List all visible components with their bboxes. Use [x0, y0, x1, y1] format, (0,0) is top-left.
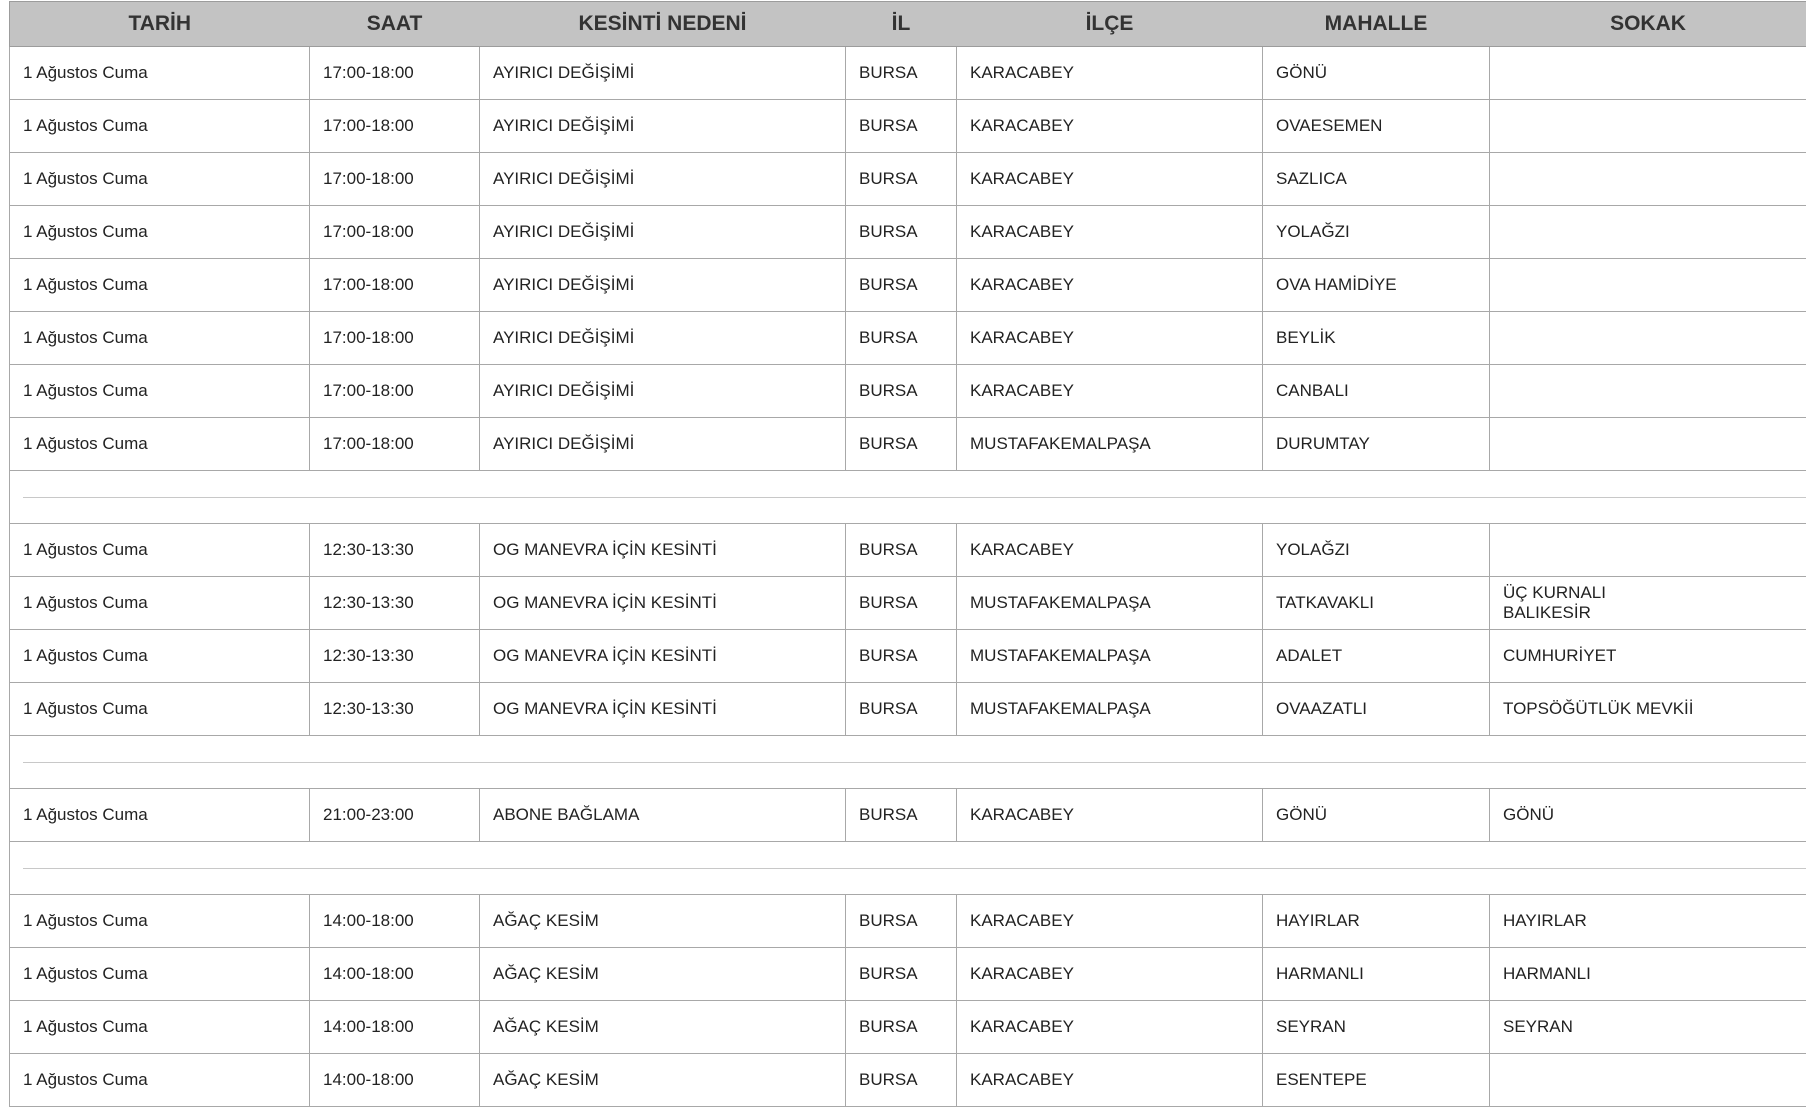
cell-tarih: 1 Ağustos Cuma [10, 206, 310, 259]
cell-kesinti-nedeni: AĞAÇ KESİM [480, 1054, 846, 1107]
cell-tarih: 1 Ağustos Cuma [10, 259, 310, 312]
cell-saat: 17:00-18:00 [310, 153, 480, 206]
cell-sokak [1490, 524, 1806, 577]
cell-tarih: 1 Ağustos Cuma [10, 312, 310, 365]
cell-kesinti-nedeni: OG MANEVRA İÇİN KESİNTİ [480, 577, 846, 630]
cell-ilce: KARACABEY [957, 259, 1263, 312]
cell-mahalle: OVAESEMEN [1263, 100, 1490, 153]
column-header-saat: SAAT [310, 2, 480, 47]
cell-tarih: 1 Ağustos Cuma [10, 1054, 310, 1107]
cell-line: BALIKESİR [1503, 603, 1591, 622]
table-row [10, 1001, 1806, 1054]
table-row [10, 100, 1806, 153]
cell-il: BURSA [846, 259, 957, 312]
cell-il: BURSA [846, 630, 957, 683]
cell-saat: 14:00-18:00 [310, 1001, 480, 1054]
cell-ilce: KARACABEY [957, 312, 1263, 365]
cell-tarih: 1 Ağustos Cuma [10, 948, 310, 1001]
cell-kesinti-nedeni: AYIRICI DEĞİŞİMİ [480, 312, 846, 365]
cell-il: BURSA [846, 789, 957, 842]
cell-il: BURSA [846, 577, 957, 630]
table-row [10, 1054, 1806, 1107]
cell-tarih: 1 Ağustos Cuma [10, 577, 310, 630]
column-header-tarih: TARİH [10, 2, 310, 47]
cell-ilce: KARACABEY [957, 100, 1263, 153]
table-row [10, 206, 1806, 259]
cell-saat: 17:00-18:00 [310, 100, 480, 153]
table-row [10, 683, 1806, 736]
cell-saat: 17:00-18:00 [310, 259, 480, 312]
table-row [10, 259, 1806, 312]
cell-mahalle: BEYLİK [1263, 312, 1490, 365]
separator-line [23, 497, 1806, 498]
cell-tarih: 1 Ağustos Cuma [10, 153, 310, 206]
cell-il: BURSA [846, 895, 957, 948]
cell-il: BURSA [846, 365, 957, 418]
cell-il: BURSA [846, 100, 957, 153]
outage-table-container [9, 1, 1806, 1107]
cell-ilce: KARACABEY [957, 206, 1263, 259]
cell-il: BURSA [846, 418, 957, 471]
cell-sokak [1490, 365, 1806, 418]
cell-sokak [1490, 153, 1806, 206]
cell-saat: 17:00-18:00 [310, 312, 480, 365]
cell-line: ÜÇ KURNALI [1503, 583, 1606, 602]
cell-kesinti-nedeni: OG MANEVRA İÇİN KESİNTİ [480, 630, 846, 683]
cell-sokak [1490, 577, 1806, 630]
cell-tarih: 1 Ağustos Cuma [10, 630, 310, 683]
separator-line [23, 868, 1806, 869]
cell-kesinti-nedeni: AĞAÇ KESİM [480, 1001, 846, 1054]
cell-sokak: SEYRAN [1490, 1001, 1806, 1054]
column-header-il: İL [846, 2, 957, 47]
cell-mahalle: YOLAĞZI [1263, 524, 1490, 577]
cell-mahalle: HARMANLI [1263, 948, 1490, 1001]
cell-il: BURSA [846, 312, 957, 365]
cell-saat: 17:00-18:00 [310, 47, 480, 100]
cell-ilce: KARACABEY [957, 1001, 1263, 1054]
table-row [10, 789, 1806, 842]
cell-il: BURSA [846, 206, 957, 259]
cell-il: BURSA [846, 683, 957, 736]
cell-il: BURSA [846, 524, 957, 577]
cell-sokak [1490, 206, 1806, 259]
table-row [10, 418, 1806, 471]
cell-saat: 17:00-18:00 [310, 418, 480, 471]
cell-kesinti-nedeni: AYIRICI DEĞİŞİMİ [480, 153, 846, 206]
cell-ilce: KARACABEY [957, 895, 1263, 948]
column-header-kesinti-nedeni: KESİNTİ NEDENİ [480, 2, 846, 47]
cell-sokak: GÖNÜ [1490, 789, 1806, 842]
cell-sokak [1490, 47, 1806, 100]
cell-ilce: MUSTAFAKEMALPAŞA [957, 630, 1263, 683]
cell-sokak [1490, 418, 1806, 471]
cell-kesinti-nedeni: AĞAÇ KESİM [480, 895, 846, 948]
cell-saat: 17:00-18:00 [310, 365, 480, 418]
cell-mahalle: OVA HAMİDİYE [1263, 259, 1490, 312]
cell-saat: 12:30-13:30 [310, 577, 480, 630]
cell-saat: 14:00-18:00 [310, 948, 480, 1001]
cell-il: BURSA [846, 153, 957, 206]
cell-kesinti-nedeni: AYIRICI DEĞİŞİMİ [480, 365, 846, 418]
cell-sokak [1490, 100, 1806, 153]
cell-ilce: KARACABEY [957, 948, 1263, 1001]
cell-mahalle: ESENTEPE [1263, 1054, 1490, 1107]
cell-mahalle: DURUMTAY [1263, 418, 1490, 471]
cell-kesinti-nedeni: AĞAÇ KESİM [480, 948, 846, 1001]
column-header-mahalle: MAHALLE [1263, 2, 1490, 47]
table-row [10, 47, 1806, 100]
cell-tarih: 1 Ağustos Cuma [10, 1001, 310, 1054]
cell-sokak: CUMHURİYET [1490, 630, 1806, 683]
cell-kesinti-nedeni: AYIRICI DEĞİŞİMİ [480, 206, 846, 259]
group-separator-cell [10, 842, 1806, 895]
cell-saat: 17:00-18:00 [310, 206, 480, 259]
cell-ilce: KARACABEY [957, 1054, 1263, 1107]
header-row [10, 2, 1806, 47]
cell-saat: 12:30-13:30 [310, 683, 480, 736]
group-separator-row [10, 736, 1806, 789]
cell-saat: 12:30-13:30 [310, 524, 480, 577]
cell-ilce: KARACABEY [957, 153, 1263, 206]
group-separator-row [10, 471, 1806, 524]
table-row [10, 948, 1806, 1001]
cell-mahalle: SAZLICA [1263, 153, 1490, 206]
group-separator-cell [10, 736, 1806, 789]
cell-mahalle: YOLAĞZI [1263, 206, 1490, 259]
cell-tarih: 1 Ağustos Cuma [10, 47, 310, 100]
cell-mahalle: TATKAVAKLI [1263, 577, 1490, 630]
cell-ilce: MUSTAFAKEMALPAŞA [957, 577, 1263, 630]
separator-line [23, 762, 1806, 763]
cell-il: BURSA [846, 1001, 957, 1054]
cell-kesinti-nedeni: AYIRICI DEĞİŞİMİ [480, 259, 846, 312]
cell-mahalle: GÖNÜ [1263, 789, 1490, 842]
cell-kesinti-nedeni: OG MANEVRA İÇİN KESİNTİ [480, 524, 846, 577]
cell-mahalle: SEYRAN [1263, 1001, 1490, 1054]
cell-mahalle: ADALET [1263, 630, 1490, 683]
cell-ilce: KARACABEY [957, 789, 1263, 842]
cell-mahalle: OVAAZATLI [1263, 683, 1490, 736]
cell-saat: 14:00-18:00 [310, 895, 480, 948]
table-row [10, 365, 1806, 418]
table-row [10, 630, 1806, 683]
group-separator-row [10, 842, 1806, 895]
column-header-ilce: İLÇE [957, 2, 1263, 47]
cell-kesinti-nedeni: AYIRICI DEĞİŞİMİ [480, 100, 846, 153]
cell-sokak [1490, 312, 1806, 365]
table-header [10, 2, 1806, 47]
cell-kesinti-nedeni: AYIRICI DEĞİŞİMİ [480, 47, 846, 100]
cell-saat: 12:30-13:30 [310, 630, 480, 683]
cell-sokak [1490, 259, 1806, 312]
cell-tarih: 1 Ağustos Cuma [10, 100, 310, 153]
cell-ilce: MUSTAFAKEMALPAŞA [957, 683, 1263, 736]
table-row [10, 153, 1806, 206]
cell-il: BURSA [846, 948, 957, 1001]
table-row [10, 577, 1806, 630]
cell-ilce: KARACABEY [957, 47, 1263, 100]
table-row [10, 312, 1806, 365]
cell-sokak [1490, 1054, 1806, 1107]
cell-sokak: TOPSÖĞÜTLÜK MEVKİİ [1490, 683, 1806, 736]
group-separator-cell [10, 471, 1806, 524]
table-row [10, 895, 1806, 948]
cell-saat: 21:00-23:00 [310, 789, 480, 842]
cell-sokak: HAYIRLAR [1490, 895, 1806, 948]
cell-il: BURSA [846, 1054, 957, 1107]
cell-ilce: KARACABEY [957, 524, 1263, 577]
cell-sokak: HARMANLI [1490, 948, 1806, 1001]
cell-tarih: 1 Ağustos Cuma [10, 524, 310, 577]
cell-mahalle: CANBALI [1263, 365, 1490, 418]
column-header-sokak: SOKAK [1490, 2, 1806, 47]
cell-ilce: KARACABEY [957, 365, 1263, 418]
cell-saat: 14:00-18:00 [310, 1054, 480, 1107]
power-outage-table [9, 1, 1806, 1107]
table-body [10, 47, 1806, 1107]
cell-tarih: 1 Ağustos Cuma [10, 895, 310, 948]
cell-kesinti-nedeni: OG MANEVRA İÇİN KESİNTİ [480, 683, 846, 736]
cell-kesinti-nedeni: AYIRICI DEĞİŞİMİ [480, 418, 846, 471]
table-row [10, 524, 1806, 577]
cell-kesinti-nedeni: ABONE BAĞLAMA [480, 789, 846, 842]
cell-il: BURSA [846, 47, 957, 100]
cell-ilce: MUSTAFAKEMALPAŞA [957, 418, 1263, 471]
cell-tarih: 1 Ağustos Cuma [10, 789, 310, 842]
cell-tarih: 1 Ağustos Cuma [10, 418, 310, 471]
cell-tarih: 1 Ağustos Cuma [10, 365, 310, 418]
cell-mahalle: GÖNÜ [1263, 47, 1490, 100]
cell-tarih: 1 Ağustos Cuma [10, 683, 310, 736]
cell-mahalle: HAYIRLAR [1263, 895, 1490, 948]
